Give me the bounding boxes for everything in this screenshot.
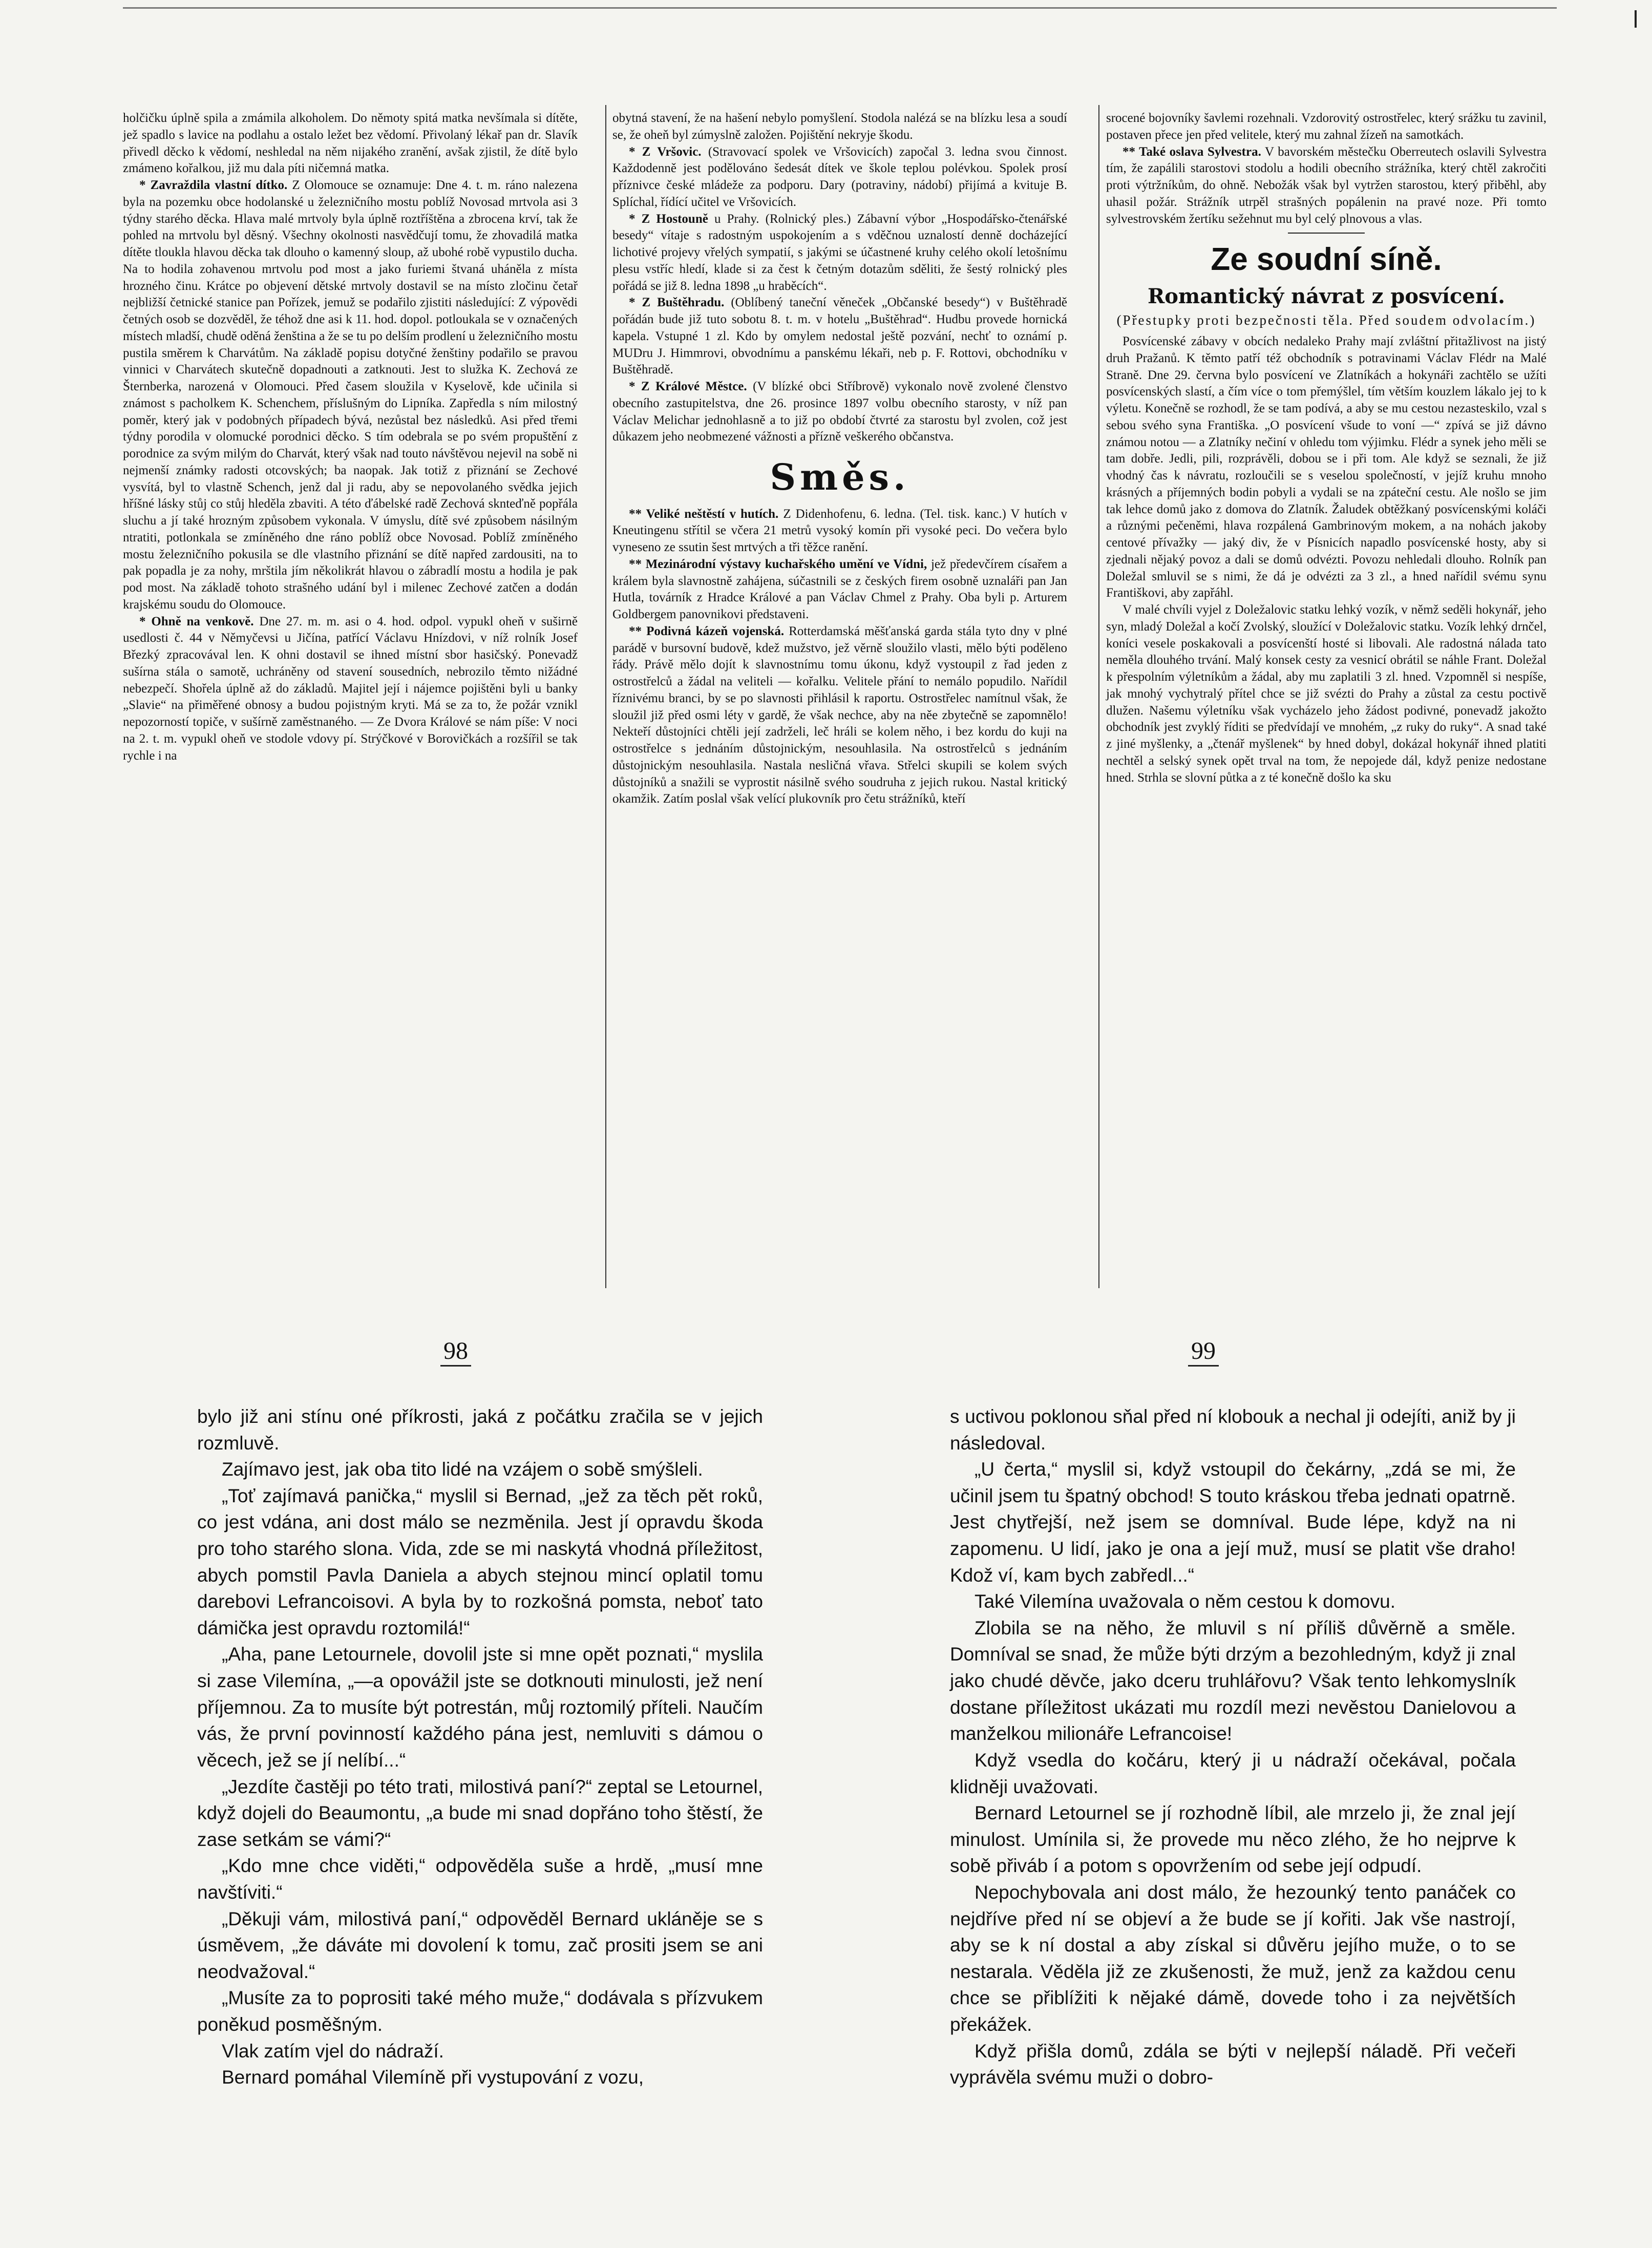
book-paragraph: Bernard Letournel se jí rozhodně líbil, ale mrzelo ji, že znal její minulost. Umínila si, že provede mu něco zlého, že ho nejprve k sobě přiváb í a potom s opovržením od sebe její odpudí. <box>950 1802 1516 1877</box>
section-heading: Směs. <box>770 456 910 498</box>
right-page-number: 99 <box>1188 1337 1219 1367</box>
news-lead: * Z Hostouně <box>629 212 708 226</box>
book-paragraph: Vlak zatím vjel do nádraží. <box>222 2040 444 2062</box>
news-text: Rotterdamská měšťanská garda stála tyto dny v plné parádě v bursovní budově, kdež mužstvo, jež věrně sloužilo vlasti, mělo býti poděleno řády. Právě mělo dojít k slavnostnímu tomu úkonu, když vystoupil z řad jeden z ostrostřelců a žádal na veliteli — kořalku. Velitele přání to nemálo popudilo. Nařídil říznivému branci, by se po slavnosti přihlásil k raportu. Ostrostřelec namítnul však, že sloužil již před osmi léty v gardě, že však nechce, aby na něe zbytečně se zapomnělo! Nekteří důstojníci chtěli její zadrželi, leč hráli se kolem něho, i bez kordu do kuji na ostrostřelce s jednáním důstojnickým, nesouhlasila. Na ostrostřelců s jednáním důstojnickým nesouhlasila. Nastala nesličná vřava. Střelci skupili se kolem svých důstojníků a snažili se vyprostit násilně svého soudruha z jejich rukou. Nastal kritický okamžik. Zatím poslal však velící plukovník pro četu strážníků, kteří <box>612 624 1067 806</box>
news-lead: * Ohně na venkově. <box>139 614 254 628</box>
news-lead: * Z Buštěhradu. <box>629 296 725 310</box>
article-subheading: (Přestupky proti bezpečnosti těla. Před soudem odvolacím.) <box>1116 312 1536 328</box>
book-paragraph: Zlobila se na něho, že mluvil s ní příliš důvěrně a směle. Domníval se snad, že může býti drzým a bezohledným, když ji znal jako chudé děvče, jako dceru truhlářovu? Však tento lehkomyslník dostane příležitost ukázati mu rozdíl mezi nevěstou Danielovou a manželkou milionáře Lefrancoise! <box>950 1617 1516 1745</box>
book-paragraph: „Jezdíte častěji po této trati, milostivá paní?“ zeptal se Letournel, když dojeli do Beaumontu, „a bude mi snad dopřáno toho štěstí, že zase setkám se vámi?“ <box>197 1776 763 1850</box>
book-paragraph: s uctivou poklonou sňal před ní klobouk a nechal ji odejíti, aniž by ji následoval. <box>950 1406 1516 1454</box>
book-page-left <box>197 1403 763 2091</box>
book-paragraph: Když vsedla do kočáru, který ji u nádraží očekával, počala klidněji uvažovati. <box>950 1749 1516 1797</box>
news-text: (Oblíbený taneční věneček „Občanské besedy“) v Buštěhradě pořádán bude již tuto sobotu 8. t. m. v hotelu „Buštěhrad“. Hudbu provede hornická kapela. Vstupné 1 zl. Kdo by omylem nedostal ještě pozvání, nechť to oznámí p. MUDru J. Himmrovi, obvodnímu a panskému lékaři, neb p. F. Rottovi, obchodníku v Buštěhradě. <box>612 296 1068 377</box>
news-text: (V blízké obci Stříbrově) vykonalo nově zvolené členstvo obecního zastupitelstva, dne 26. prosince 1897 volbu obecního starosty, v níž pan Václav Melichar jednohlasně a to již po období čtvrté za starostu byl zvolen, což jest důkazem jeho neobmezené vážnosti a přízně veškerého občanstva. <box>612 380 1068 444</box>
news-text: V bavorském městečku Oberreutech oslavili Sylvestra tím, že zapálili starostovi stodolu a hodili obecního strážníka, který chtěl zakročiti proti výtržníkům, do ohně. Nebožák však byl vytržen starostou, který přiběhl, aby uhasil požár. Strážník utrpěl strašných popálenin na pravé noze. Při tomto sylvestrovském žertíku sežehnut mu byl celý plnovous a vlas. <box>1106 144 1547 226</box>
news-paragraph <box>1106 110 1547 144</box>
top-rule <box>123 7 1557 9</box>
news-text: Z Olomouce se oznamuje: Dne 4. t. m. ráno nalezena byla na pozemku obce hodolanské u železničního mostu poblíž Novosad mrtvola asi 3 týdny starého děcka. Hlava malé mrtvoly byla úplně roztříštěna a zbrocena krví, tak že pohled na mrtvolu byl děsný. Všechny okolnosti nasvědčují tomu, že zhovadilá matka dítěte tloukla hlavou děcka tak dlouho o kamenný sloup, až ubohé robě vypustilo ducha. Na to hodila zohavenou mrtvolu pod most a jako furiemi štvaná uháněla z místa hrozného činu. Krátce po objevení dětské mrtvoly dostavil se na místo zločinu četař nejbližší četnické stanice pan Pořízek, jemuž se podařilo zjistiti následující: Z výpovědi četných osob se dozvěděl, že téhož dne asi k 11. hod. dopol. potloukala se v označených místech mladší, chudě oděná ženština a že se tu po delším prodlení u železničního mostu pustila směrem k Charvátům. Na základě popisu dotyčné ženštiny podařilo se pravou vinnici v Charvátech skutečně dopadnouti a zatknouti. Jest to služka K. Zechová ze Šternberka, narozená v Olomouci. Před časem sloužila v Kyselově, kde učinila si známost s pacholkem K. Schenchem, příslušným do Lipníka. Zapředla s ním milostný poměr, který jak v podobných případech bývá, nezůstal bez následků. Asi před třemi týdny porodila v olomucké porodnici děcko. S tím odebrala se po svém propuštění z porodnice za svým milým do Charvát, který však nad touto návštěvou nejevil na sobě ni nejmenší známky radosti otcovských; ba naopak. Jak totiž z přiznání se Zechové vysvítá, byl to vlastně Schench, jenž dal ji radu, aby se nepovolaného svědka jejich hříšné lásky stůj co stůj hleděla zbaviti. A této ďábelské radě Zechová sknteďně popřála sluchu a jí také hrozným způsobem vykonala. V úmyslu, dítě své způsobem násilným ntratiti, potlonkala se zmíněného dne ráno poblíž obce Novosad. Poblíž zmíněného mostu železničního pokusila se dle vlastního přiznání se dítě napřed zardousiti, na to pak popadla je za nohy, mrštila jím několikrát hlavou o zábradlí mostu a hodila je pak pod most. Na základě tohoto strašného udání byl i milenec Zechové zatčen a dodán krajskému soudu do Olomouce. <box>123 178 578 612</box>
news-text: Dne 27. m. m. asi o 4. hod. odpol. vypukl oheň v suširně usedlosti č. 44 v Němyčevsi u Jičína, patřící Václavu Hnízdovi, v níž rolník Josef Březký zpracovával len. K ohni dostavil se ihned místní sbor hasičský. Ponevadž sušírna stála o samotě, uchráněny od stavení sousedních, nebrozilo těmto nižádné nebezpečí. Shořela úplně až do základů. Majitel její i nájemce pojištěni byli u banky „Slavie“ na přiměřené obnosy a budou pojistným kryti. Má se za to, že požár vznikl nepozorností topiče, v sušírně zaměstnaného. — Ze Dvora Králové se nám píše: V noci na 2. t. m. vypukl oheň ve stodole vdovy pí. Strýčkové v Borovičkách a rozšířil se tak rychle i na <box>123 614 578 763</box>
article-heading: Romantický návrat z posvícení. <box>1147 284 1506 309</box>
news-paragraph <box>612 379 1067 446</box>
section-rule <box>1288 233 1365 234</box>
news-paragraph <box>123 110 578 177</box>
news-text: Z Didenhofenu, 6. ledna. (Tel. tisk. kanc.) V hutích v Kneutingenu střítil se včera 21 metrů vysoký komín při vysoké peci. Do večera bylo vyneseno ze ssutin šest mrtvých a tři těžce ranění. <box>612 507 1067 555</box>
book-paragraph: „Toť zajímavá panička,“ myslil si Bernad, „jež za těch pět roků, co jest vdána, ani dost málo se nezměnila. Jest jí opravdu škoda pro toho starého slona. Vida, zde se mi naskytá vhodná příležitost, abych pomstil Pavla Daniela a abych stejnou mincí oplatil tomu darebovi Lefrancoisovi. A byla by to rozkošná pomsta, neboť tato dámička jest opravdu roztomilá!“ <box>197 1485 763 1638</box>
newspaper-column-2 <box>612 110 1067 808</box>
news-paragraph <box>123 177 578 614</box>
news-lead: * Z Vršovic. <box>629 144 702 159</box>
book-paragraph: bylo již ani stínu oné příkrosti, jaká z počátku zračila se v jejich rozmluvě. <box>197 1406 763 1454</box>
news-paragraph <box>612 110 1067 144</box>
news-text: u Prahy. (Rolnický ples.) Zábavní výbor „Hospodářsko-čtenářské besedy“ vítaje s radostným uspokojením a s vděčnou uznalostí denně docházející lichotivé projevy vřelých sympatií, s jakými se účastnené kruhy celého okolí letošnímu plesu vstříc hledí, klade si za čest k četným dotazům sděliti, že šestý rolnický ples pořádá se již 8. ledna 1898 „u hraběcích“. <box>612 212 1067 293</box>
news-lead: ** Také oslava Sylvestra. <box>1122 144 1261 159</box>
news-paragraph <box>1106 602 1547 786</box>
book-paragraph: Nepochybovala ani dost málo, že hezounký tento panáček co nejdříve před ní se objeví a že bude se jí kořiti. Jak vše nastrojí, aby se k ní dostal a aby získal si důvěru jejího muže, o to se nestarala. Věděla již ze zkušenosti, že muž, jenž za každou cenu chce se přiblížiti k nějaké dámě, dovede toho i za největších překážek. <box>950 1881 1516 2035</box>
news-paragraph <box>612 295 1067 379</box>
column-divider-1 <box>605 105 606 1288</box>
book-paragraph: Také Vilemína uvažovala o něm cestou k domovu. <box>975 1591 1395 1612</box>
left-page-number: 98 <box>440 1337 471 1367</box>
news-paragraph <box>612 211 1067 295</box>
column-divider-2 <box>1098 105 1099 1288</box>
margin-mark <box>1635 10 1637 28</box>
news-text: (Stravovací spolek ve Vršovicích) započal 3. ledna svou činnost. Každodenně jest podělováno šedesát dítek ve škole teplou polévkou. Spolek prosí příznivce české mládeže za podporu. Dary (potraviny, nádobí) přijímá a kvituje B. Splíchal, řídící učitel ve Vršovicích. <box>612 144 1067 209</box>
newspaper-column-1 <box>123 110 578 764</box>
book-page-right <box>950 1403 1516 2091</box>
book-paragraph: Zajímavo jest, jak oba tito lidé na vzájem o sobě smýšleli. <box>222 1459 703 1480</box>
news-paragraph <box>612 144 1067 211</box>
news-text: obytná stavení, že na hašení nebylo pomyšlení. Stodola nalézá se na blízku lesa a soudí se, že oheň byl zúmyslně založen. Pojištění nekryje škodu. <box>612 111 1067 142</box>
book-paragraph: „Děkuji vám, milostivá paní,“ odpověděl Bernard ukláněje se s úsměvem, „že dáváte mi dovolení k tomu, zač prositi jsem se ani neodvažoval.“ <box>197 1908 763 1982</box>
news-paragraph <box>612 556 1067 623</box>
news-lead: ** Veliké neštěstí v hutích. <box>629 507 779 521</box>
news-paragraph <box>1106 144 1547 228</box>
book-paragraph: Když přišla domů, zdála se býti v nejlepší náladě. Při večeři vyprávěla svému muži o dobro- <box>950 2040 1516 2088</box>
newspaper-column-3 <box>1106 110 1547 786</box>
news-paragraph <box>612 506 1067 556</box>
news-text: Posvícenské zábavy v obcích nedaleko Prahy mají zvláštní přitažlivost na jistý druh Pražanů. K těmto patří též obchodník s potravinami Václav Flédr na Malé Straně. Dne 29. června bylo posvícení ve Zlatníkách a hokynáři zachtělo se užíti posvícenských slastí, a čím více o tom přemýšlel, tím větším kouzlem lákalo jej to k výletu. Konečně se rozhodl, že se tam podívá, a aby se mu cestou nezasteskilo, vzal s sebou svého syna Františka. „O posvícení všude to voní —“ zpívá se již dávno známou notou — a Zlatníky nečiní v ohledu tom výjimku. Flédr a synek jeho měli se tam dobře. Jedli, pili, rozprávěli, dobou se i při tom. Ale když se seznali, že již vhodný čas k návratu, rozloučili se s veselou společností, v jejíž kruhu mnoho krásných a příjemných bodin pobyli a vydali se na zpáteční cestu. Ale nošlo se jim tak lehce domů jako z domova do Zlatník. Žaludek obtěžkaný posvícenskými koláči a různými pečeněmi, hlava rozpálená Gambrinovým mokem, a na nohách jakoby centové přívažky — jaký div, že v Písnicích napadlo posvícenské hosty, aby si zjednali nějaký povoz a dali se domů odvézti. Povozu nehledali dlouho. Rolník pan Doležal smluvil se s nimi, že dá je odvézti za 3 zl., a hned nařídil svému synu Františkovi, aby zapřáhl. <box>1106 334 1547 600</box>
news-lead: ** Podivná kázeň vojenská. <box>629 624 785 638</box>
news-paragraph <box>612 623 1067 808</box>
news-paragraph <box>123 614 578 765</box>
section-heading: Ze soudní síně. <box>1211 242 1442 278</box>
news-lead: * Z Králové Městce. <box>629 380 747 393</box>
news-paragraph <box>1106 333 1547 602</box>
news-lead: * Zavraždila vlastní dítko. <box>139 178 288 192</box>
news-text: V malé chvíli vyjel z Doležalovic statku lehký vozík, v němž seděli hokynář, jeho syn, mladý Doležal a kočí Zvolský, sloužící v Doležalovic statku. Vozík lehký drnčel, koníci vesele poskakovali a posvícenští hosté si libovali. Ale radostná nálada tato neměla dlouhého trvání. Malý konsek cesty za vesnicí obrátil se náhle Frant. Doležal k přespolním výletníkům a žádal, aby mu zaplatili 3 zl. hned. Vzpomněl si nespíše, jak mnohý vychytralý přítel chce se již svézti do Prahy a zůstal za cestu poctivě dlužen. Našemu výletníku však vycházelo jeho žádost podivné, ponevadž jakožto obchodník jest zvyklý říditi se předvídají ve mnohém, „z ruky do ruky“. A snad také z jiné myšlenky, a „čtenář myšlenek“ by hned dobyl, dokázal hokynář ihned platiti nechtěl a selský synek opět trval na tom, že nepojede dál, když penize nedostane hned. Strhla se slovní půtka a z té konečně došlo ka sku <box>1106 603 1547 785</box>
book-paragraph: „Kdo mne chce viděti,“ odpověděla suše a hrdě, „musí mne navštíviti.“ <box>197 1855 763 1903</box>
book-paragraph: „Musíte za to poprositi také mého muže,“ dodávala s přízvukem poněkud posměšným. <box>197 1987 763 2035</box>
news-text: holčičku úplně spila a zmámila alkoholem. Do němoty spitá matka nevšímala si dítěte, jež spadlo s lavice na podlahu a ostalo ležet bez vědomí. Přivolaný lékař pan dr. Slavík přivedl děcko k vědomí, neshledal na něm nijakého zranění, avšak zjistil, že dítě bylo zmámeno kořalkou, již mu dala píti ničemná matka. <box>123 111 578 176</box>
book-paragraph: „Aha, pane Letournele, dovolil jste si mne opět poznati,“ myslila si zase Vilemína, „—a opovážil jste se dotknouti minulosti, jež není příjemnou. Za to musíte být potrestán, můj roztomilý příteli. Naučím vás, že první povinností každého pána jest, nemluviti s dámou o věcech, jež se jí nelíbí...“ <box>197 1644 763 1771</box>
news-text: jež předevčírem císařem a králem byla slavnostně zahájena, súčastnili se z českých firem osobně uznaláři pan Jan Hutla, továrník z Hradce Králové a pan Václav Chmel z Prahy. Oba byli p. Arturem Goldbergem panovnikovi představeni. <box>612 557 1067 622</box>
book-paragraph: Bernard pomáhal Vilemíně při vystupování z vozu, <box>222 2067 644 2088</box>
book-paragraph: „U čerta,“ myslil si, když vstoupil do čekárny, „zdá se mi, že učinil jsem tu špatný obchod! S touto kráskou třeba jednati opatrně. Jest chytřejší, než jsem se domníval. Bude lépe, když na ni zapomenu. U lidí, jako je ona a její muž, musí se platit vše draho! Kdož ví, kam bych zabředl...“ <box>950 1459 1516 1586</box>
news-text: srocené bojovníky šavlemi rozehnali. Vzdorovitý ostrostřelec, který srážku tu zavinil, postaven přece jen před velitele, který mu zahnal žízeň na samotkách. <box>1106 111 1547 142</box>
news-lead: ** Mezinárodní výstavy kuchařského umění ve Vídni, <box>629 557 927 571</box>
